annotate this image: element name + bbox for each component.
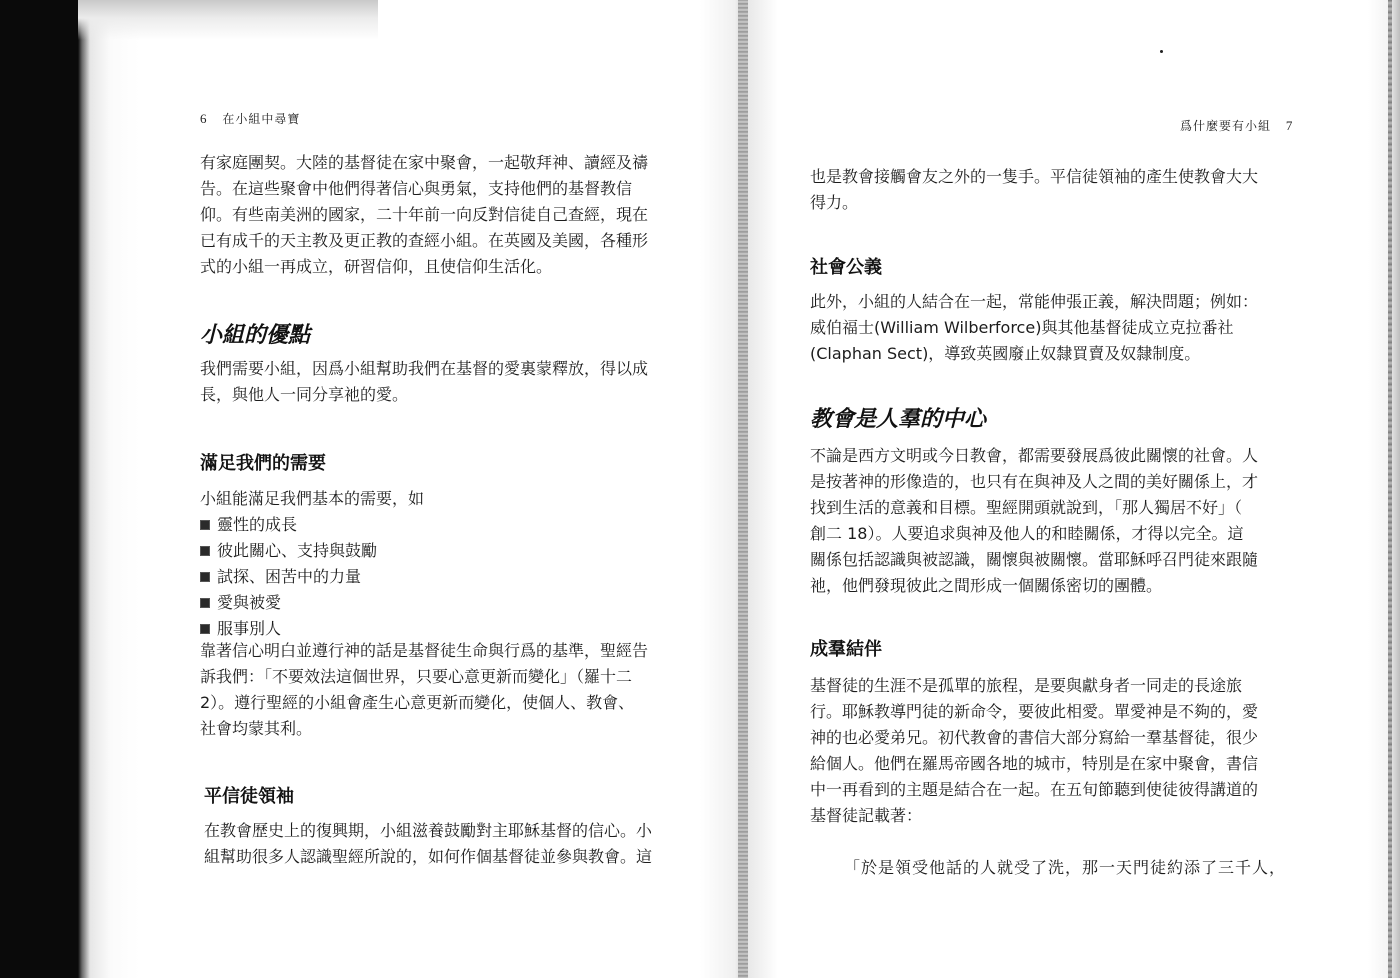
text-line: 此外，小組的人結合在一起，常能伸張正義，解決問題；例如：	[810, 292, 1259, 311]
text-line: 關係包括認識與被認識，關懷與被關懷。當耶穌呼召門徒來跟隨	[810, 550, 1259, 569]
book-gutter	[738, 0, 748, 978]
list-item: 試探、困苦中的力量	[200, 564, 377, 590]
list-item: 愛與被愛	[200, 590, 377, 616]
text-line: 社會均蒙其利。	[200, 719, 313, 738]
section-heading: 平信徒領袖	[204, 786, 294, 807]
list-item: 彼此關心、支持與鼓勵	[200, 538, 377, 564]
section-heading: 滿足我們的需要	[200, 453, 326, 474]
section-paragraph	[200, 356, 648, 408]
text-line: 祂，他們發現彼此之間形成一個關係密切的團體。	[810, 576, 1163, 595]
section-heading: 小組的優點	[200, 323, 311, 348]
needs-list	[200, 512, 377, 642]
section-paragraph	[810, 443, 1258, 599]
text-line: 找到生活的意義和目標。聖經開頭就說到，「那人獨居不好」（	[810, 498, 1243, 517]
text-line: 告。在這些聚會中他們得著信心與勇氣，支持他們的基督教信	[200, 179, 633, 198]
text-line: 組幫助很多人認識聖經所說的，如何作個基督徒並參與教會。這	[204, 847, 653, 866]
section-paragraph	[810, 673, 1258, 829]
left-page-header	[200, 110, 300, 127]
text-line: 神的也必愛弟兄。初代教會的書信大部分寫給一羣基督徒，很少	[810, 728, 1259, 747]
text-line: 靠著信心明白並遵行神的話是基督徒生命與行爲的基準，聖經告	[200, 641, 649, 660]
text-line: 中一再看到的主題是結合在一起。在五旬節聽到使徒彼得講道的	[810, 780, 1259, 799]
text-line: 式的小組一再成立，研習信仰，且使信仰生活化。	[200, 257, 553, 276]
section-paragraph	[810, 289, 1258, 367]
text-line: 在教會歷史上的復興期，小組滋養鼓勵對主耶穌基督的信心。小	[204, 821, 653, 840]
text-line: 我們需要小組，因爲小組幫助我們在基督的愛裏蒙釋放，得以成	[200, 359, 649, 378]
text-line: 是按著神的形像造的，也只有在與神及人之間的美好關係上，才	[810, 472, 1259, 491]
list-item: 靈性的成長	[200, 512, 377, 538]
page-number: 6	[200, 111, 208, 126]
text-line: 創二 18）。人要追求與神及他人的和睦關係，才得以完全。這	[810, 524, 1244, 543]
scripture-quote: 「於是領受他話的人就受了洗，那一天門徒約添了三千人，	[844, 858, 1287, 877]
square-bullet-icon	[200, 598, 210, 608]
text-line: 仰。有些南美洲的國家，二十年前一向反對信徒自己查經，現在	[200, 205, 649, 224]
square-bullet-icon	[200, 572, 210, 582]
text-line: 基督徒記載著：	[810, 806, 923, 825]
section-paragraph	[200, 638, 648, 742]
section-heading: 教會是人羣的中心	[810, 407, 987, 432]
text-line: (Claphan Sect)，導致英國廢止奴隸買賣及奴隸制度。	[810, 344, 1201, 363]
text-line: 得力。	[810, 193, 859, 212]
list-item: 服事別人	[200, 616, 377, 642]
page-number: 7	[1285, 118, 1294, 133]
square-bullet-icon	[200, 624, 210, 634]
running-title: 在小組中尋寶	[222, 112, 301, 126]
right-page	[748, 0, 1400, 978]
intro-paragraph	[200, 150, 648, 280]
text-line: 訴我們：「不要效法這個世界，只要心意更新而變化」（羅十二	[200, 667, 633, 686]
text-line: 有家庭團契。大陸的基督徒在家中聚會，一起敬拜神、讀經及禱	[200, 153, 649, 172]
scan-speck	[1160, 50, 1163, 53]
section-paragraph	[204, 818, 652, 870]
text-line: 已有成千的天主教及更正教的查經小組。在英國及美國，各種形	[200, 231, 649, 250]
text-line: 威伯福士(William Wilberforce)與其他基督徒成立克拉番社	[810, 318, 1234, 337]
text-line: 行。耶穌教導門徒的新命令，要彼此相愛。單愛神是不夠的，愛	[810, 702, 1259, 721]
square-bullet-icon	[200, 546, 210, 556]
running-title: 爲什麼要有小組	[1180, 119, 1272, 133]
right-page-header	[1180, 117, 1293, 134]
square-bullet-icon	[200, 520, 210, 530]
text-line: 也是教會接觸會友之外的一隻手。平信徒領袖的產生使教會大大	[810, 167, 1259, 186]
continued-paragraph	[810, 164, 1258, 216]
text-line: 長，與他人一同分享祂的愛。	[200, 385, 409, 404]
section-heading: 社會公義	[810, 257, 882, 278]
text-line: 給個人。他們在羅馬帝國各地的城市，特別是在家中聚會，書信	[810, 754, 1259, 773]
text-line: 不論是西方文明或今日教會，都需要發展爲彼此關懷的社會。人	[810, 446, 1259, 465]
section-heading: 成羣結伴	[810, 639, 882, 660]
text-line: 基督徒的生涯不是孤單的旅程，是要與獻身者一同走的長途旅	[810, 676, 1243, 695]
text-line: 2）。遵行聖經的小組會產生心意更新而變化，使個人、教會、	[200, 693, 635, 712]
list-intro: 小組能滿足我們基本的需要，如	[200, 489, 425, 508]
